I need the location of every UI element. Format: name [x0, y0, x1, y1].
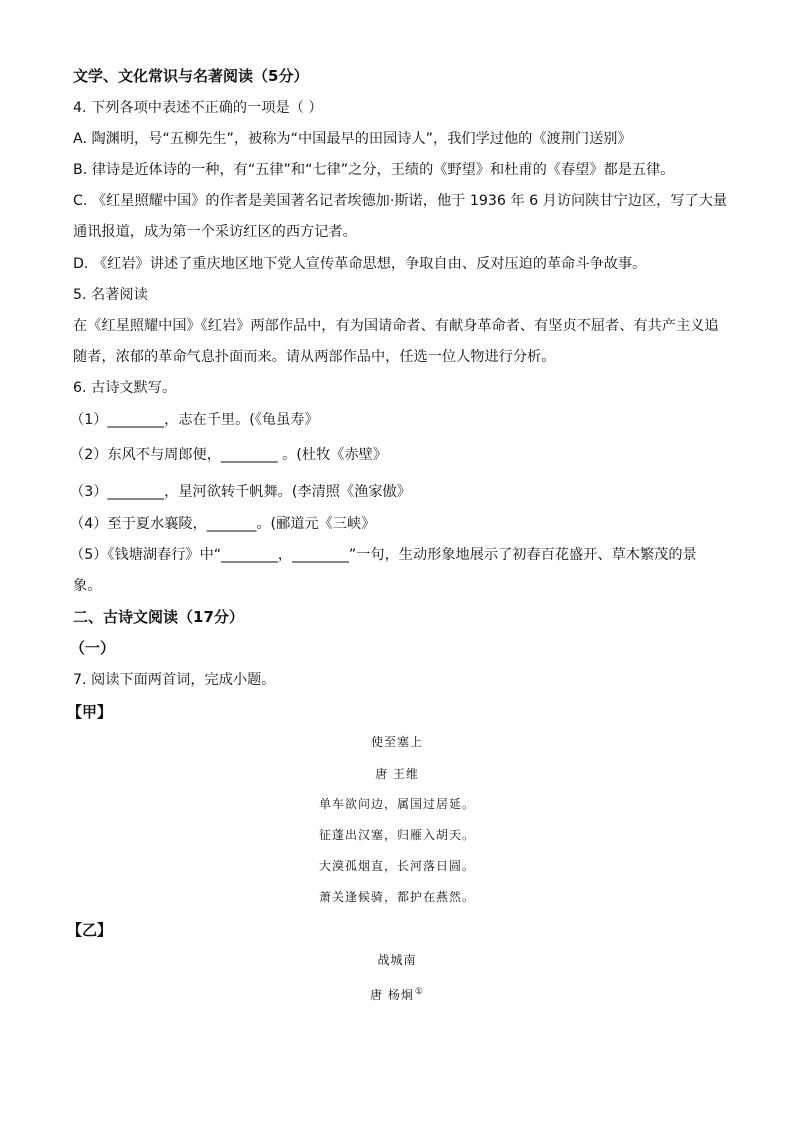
question-6-title: 6. 古诗文默写。	[73, 380, 177, 396]
question-6-item: （5）《钱塘湖春行》中“________，________”一句，生动形象地展示了初春百花盛开、草木繁茂的景	[70, 547, 697, 563]
sub-heading: （一）	[70, 639, 116, 657]
poem-jia-marker: 【甲】	[67, 703, 113, 721]
question-5-text-cont: 随者，浓郁的革命气息扑面而来。请从两部作品中，任选一位人物进行分析。	[73, 349, 556, 365]
poem-yi-title: 战城南	[377, 953, 417, 967]
question-4-stem: 4. 下列各项中表述不正确的一项是（ ）	[73, 100, 323, 116]
poem-jia-line: 单车欲问边，属国过居延。	[318, 797, 475, 811]
question-6-item: （1）________，志在千里。(《龟虽寿》	[70, 412, 319, 428]
question-4-option-c-cont: 通讯报道，成为第一个采访红区的西方记者。	[73, 224, 357, 240]
question-6-item: （4）至于夏水襄陵，_______。(郦道元《三峡》	[70, 516, 376, 532]
poem-yi-marker: 【乙】	[67, 921, 113, 939]
question-4-option-a: A. 陶渊明，号“五柳先生”，被称为“中国最早的田园诗人”，我们学过他的《渡荆门送别》	[73, 131, 632, 147]
question-5-title: 5. 名著阅读	[73, 287, 148, 303]
question-4-option-d: D. 《红岩》讲述了重庆地区地下党人宣传革命思想，争取自由、反对压迫的革命斗争故事。	[73, 256, 647, 272]
poem-jia-line: 大漠孤烟直，长河落日圆。	[318, 859, 475, 873]
question-4-option-b: B. 律诗是近体诗的一种，有“五律”和“七律”之分，王绩的《野望》和杜甫的《春望》都是五律。	[73, 162, 675, 178]
poem-jia-title: 使至塞上	[370, 735, 423, 749]
section2-heading: 二、古诗文阅读（17分）	[73, 608, 244, 626]
question-6-item: （3）________，星河欲转千帆舞。(李清照《渔家傲》	[70, 484, 411, 500]
poem-yi-author-line	[0, 984, 794, 1003]
footnote-marker: ①	[414, 987, 424, 997]
question-6-item-cont: 象。	[73, 578, 102, 594]
poem-jia-line: 征蓬出汉塞，归雁入胡天。	[318, 828, 475, 842]
poem-yi-author: 唐 杨炯	[370, 988, 414, 1002]
question-7-stem: 7. 阅读下面两首词，完成小题。	[73, 672, 276, 688]
poem-jia-line: 萧关逢候骑，都护在燕然。	[318, 890, 475, 904]
question-5-text: 在《红星照耀中国》《红岩》两部作品中，有为国请命者、有献身革命者、有坚贞不屈者、有共产主义追	[73, 318, 719, 334]
section1-heading: 文学、文化常识与名著阅读（5分）	[73, 67, 309, 85]
poem-jia-author: 唐 王维	[375, 767, 419, 781]
question-4-option-c: C. 《红星照耀中国》的作者是美国著名记者埃德加·斯诺，他于 1936 年 6 月访问陕甘宁边区，写了大量	[73, 193, 728, 209]
question-6-item: （2）东风不与周郎便，________ 。(杜牧《赤壁》	[70, 447, 388, 463]
